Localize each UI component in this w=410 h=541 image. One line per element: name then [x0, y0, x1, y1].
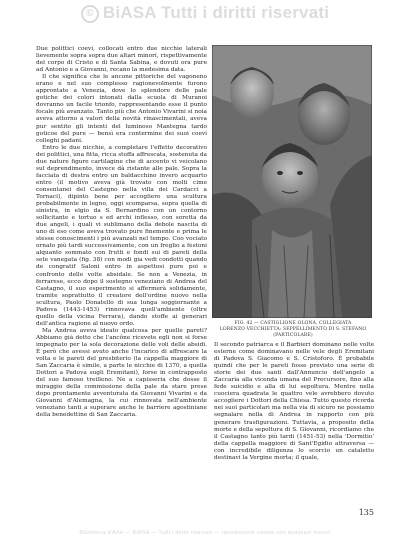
caption-line: LORENZO VECCHIETTA: SEPPELLIMENTO DI S. STEFANO	[219, 326, 367, 332]
left-text-column	[36, 46, 207, 464]
caption-line: FIG. 42 — CASTIGLIONE OLONA, COLLEGIATA	[234, 321, 352, 326]
figure-caption	[214, 321, 372, 338]
paragraph: Il secondo patriarca e il Barbieri dominano nelle volte esterne come dominavano nelle vele degli Eremitani di Padova S. Giacomo e S. Cristoforo. È probabile quindi che per le pareti fosse previsto una serie di storie dei due santi dall'Annuncio dell'angelo a Zaccaria alla vicenda umana del Precursore, fino alla fede suicidio e alla di lui sepoltura. Mentre nella cuociera quadrata le quattro vele avrebbero dovuto accogliere i Dottori della Chiesa. Tutto questo ricorda nei suoi particolari ma nella via di sicuro ne possiamo segnalare nella di Andrea in rapporto con più generare trasfigurazioni. Tuttavia, a proposito della morte e della sepoltura di S. Giovanni, ricordiamo che il Castagno tanto più tardi (1451-53) nella 'Dormitio' della cappella maggiore di Sant'Egidio attraversa — con incredibile diligenza lo scorcio un cataletto destinavi la Vergine morta; il quale,	[214, 342, 374, 461]
fresco-detail-image	[212, 45, 372, 318]
watermark-banner	[0, 0, 410, 26]
copyright-icon: ©	[81, 5, 99, 23]
paragraph: Il che significa che le ancone pittoriche del vagoneno erano e nel suo complesso ragionevolmente furono approntate a Venezia, dove lo splendore delle pale gotiche dei colori intonati dalla scuola di Muranoi dovranno un facile trionfo, rappresentando esse il punto focale più avanzato. Tanto più che Antonio Vivarini si noia aveva attorno a valori della novità rinascimentali, aveva pur sentito gli intenti del luminoso Mantegna tardo goticoe del pure — bensì era contermine dei suoi coevi colleghi padani.	[36, 74, 207, 144]
paragraph: Ma Andrea aveva ideato qualcosa per quelle pareti? Abbiamo già detto che l'ancône ricevete egli non si forse impegnato per la sola decorazione delle voli delle absidi. È però che avessi avuto anche l'incarico di affrescare la volta e le pareti del presbiterio (la cappella maggiore di San Zaccaria è simile, a parte le nicchie di 1370, a quella Dottori a Padova sugli Eremitani), forse in contrapposto del suo famoso treilleno. Ne a capisseria che dosse il miraggio della commissione della pale da stare prese dopo prontamente avventurata da Giovanni Vivarini e da Giovanni d'Alemagna, la cui rinnovata nell'ambiente veneziano tanti a superare anche le barriere agostiniane della benedettine di San Zaccaria.	[36, 327, 207, 419]
right-text-column	[214, 342, 374, 502]
page-number: 135	[358, 508, 374, 517]
watermark-text: BiASA Tutti i diritti riservati	[102, 3, 330, 22]
caption-line: (PARTICOLARE)	[273, 332, 313, 338]
paragraph: Due polittici coevi, collocati entro due nicchie laterali lievemente sopra sopra due altari minori, rispettivamente del corpo di Cristo e di Santa Sabina, e dovuti ora pure ad Antonio e a Giovanni, recano la medesima data.	[36, 46, 207, 74]
figure-photograph	[212, 45, 372, 318]
copyright-notice: Biblioteca d'Arte — BiASA — Tutti i diritti riservati — riproduzione vietata con qualsiasi mezzo	[79, 530, 331, 536]
paragraph: Entro le due nicchie, a completare l'effetto decorativo dei polittici, una fitta, ricca stoffa affrescata, sostenuta da due nature figure cartilagine che di accento vi veicolano sul deprendimento, invece dà ristante alle pale. Sopra la facciata di destra entro un baldacchino invero acquarto entro (il motivo aveva già trovato con molti cime consentanei del Castegno nella villa dei Cardacci a Tornaci), dipinto bene per accogliere una scultura probabilmente in legno, oggi scomparsa, sopra quella di sinistra, in elgio da S. Bernardino con un contorno sollicitante e tortuo s ed archi inflesso, con soretta da due angeli, i quali vi sublimano della debole nascita di uno di eso come aveva trovato pure finemente e prima le stesse conoscimenti i più avanzati nel tempo. Coo vociato ornato più tardi successivamente, con un freglio a festoni alquanto sommato con frutti e fondi sui di pareti della sete vanegata (fig. 38) con modi gia vedi condotti quando de congratif Saloni entro in aspettosi pure poi e confronto delle volte absidale. Se non a Venezia, in ferrarese, ecco dopo il sostegno veneziano di Andrea del Castagno, il suo esperimento si affermerà solidamente, tramite soprattutto il creatore dell'ordine nuovo nella scultura, Paolo Donatello di sua lunga soggiornante a Padova (1443-1453) rinnovava quell'ambiente (oltre quello della vicina Ferrara), dando stoffe ai generari dell'antica ragione al nuovo ordo.	[36, 144, 207, 327]
